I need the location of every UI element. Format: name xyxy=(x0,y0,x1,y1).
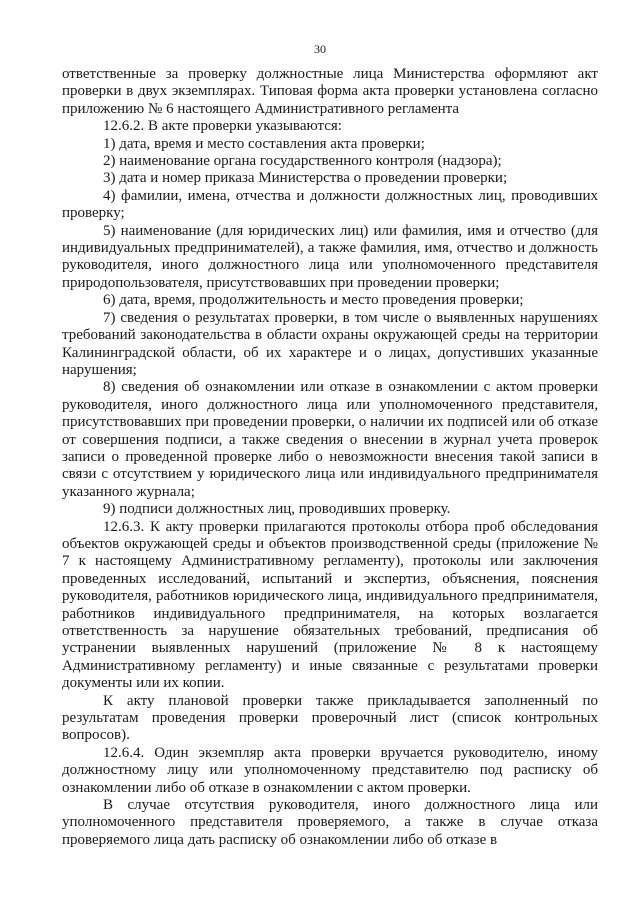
paragraph: 3) дата и номер приказа Министерства о проведении проверки; xyxy=(103,170,508,187)
paragraph: 8) сведения об ознакомлении или отказе в ознакомлении с актом проверки руководителя, иного должностного лица или уполномоченного представителя, присутствовавших при проведении проверки, о наличии их подписей или об отказе от совершения подписи, а также сведения о внесении в журнал учета проверок записи о проведенной проверке либо о невозможности внесения такой записи в связи с отсутствием у юридического лица или индивидуального предпринимателя указанного журнала; xyxy=(62,379,598,500)
paragraph: 5) наименование (для юридических лиц) или фамилия, имя и отчество (для индивидуальных предпринимателей), а также фамилия, имя, отчество и должность руководителя, иного должностного лица или уполномоченного представителя природопользователя, присутствовавших при проведении проверки; xyxy=(62,222,598,291)
paragraph: 12.6.4. Один экземпляр акта проверки вручается руководителю, иному должностному лицу или уполномоченному представителю под расписку об ознакомлении либо об отказе в ознакомлении с актом проверки. xyxy=(62,744,598,796)
paragraph: 12.6.3. К акту проверки прилагаются протоколы отбора проб обследования объектов окружающей среды и объектов производственной среды (приложение № 7 к настоящему Административному регламенту), протоколы или заключения проведенных исследований, испытаний и экспертиз, объяснения, пояснения руководителя, работников юридического лица, индивидуального предпринимателя, работников индивидуального предпринимателя, на которых возлагается ответственность за нарушение обязательных требований, предписания об устранении выявленных нарушений (приложение № 8 к настоящему Административному регламенту) и иные связанные с результатами проверки документы или их копии. xyxy=(62,518,598,692)
page-number: 30 xyxy=(314,42,326,56)
document-body xyxy=(62,66,598,849)
paragraph: 9) подписи должностных лиц, проводивших проверку. xyxy=(103,501,451,518)
paragraph: К акту плановой проверки также прикладывается заполненный по результатам проведения проверки проверочный лист (список контрольных вопросов). xyxy=(62,692,598,744)
paragraph: 4) фамилии, имена, отчества и должности должностных лиц, проводивших проверку; xyxy=(62,187,598,222)
paragraph: 7) сведения о результатах проверки, в том числе о выявленных нарушениях требований законодательства в области охраны окружающей среды на территории Калининградской области, об их характере и о лицах, допустивших указанные нарушения; xyxy=(62,309,598,378)
paragraph: ответственные за проверку должностные лица Министерства оформляют акт проверки в двух экземплярах. Типовая форма акта проверки установлена согласно приложению № 6 настоящего Административного регламента xyxy=(62,66,598,117)
paragraph: 2) наименование органа государственного контроля (надзора); xyxy=(103,153,502,170)
paragraph: В случае отсутствия руководителя, иного должностного лица или уполномоченного представителя проверяемого, а также в случае отказа проверяемого лица дать расписку об ознакомлении либо об отказе в xyxy=(62,797,598,848)
paragraph: 12.6.2. В акте проверки указываются: xyxy=(103,118,342,135)
paragraph: 1) дата, время и место составления акта проверки; xyxy=(103,135,425,152)
paragraph: 6) дата, время, продолжительность и место проведения проверки; xyxy=(103,292,524,309)
